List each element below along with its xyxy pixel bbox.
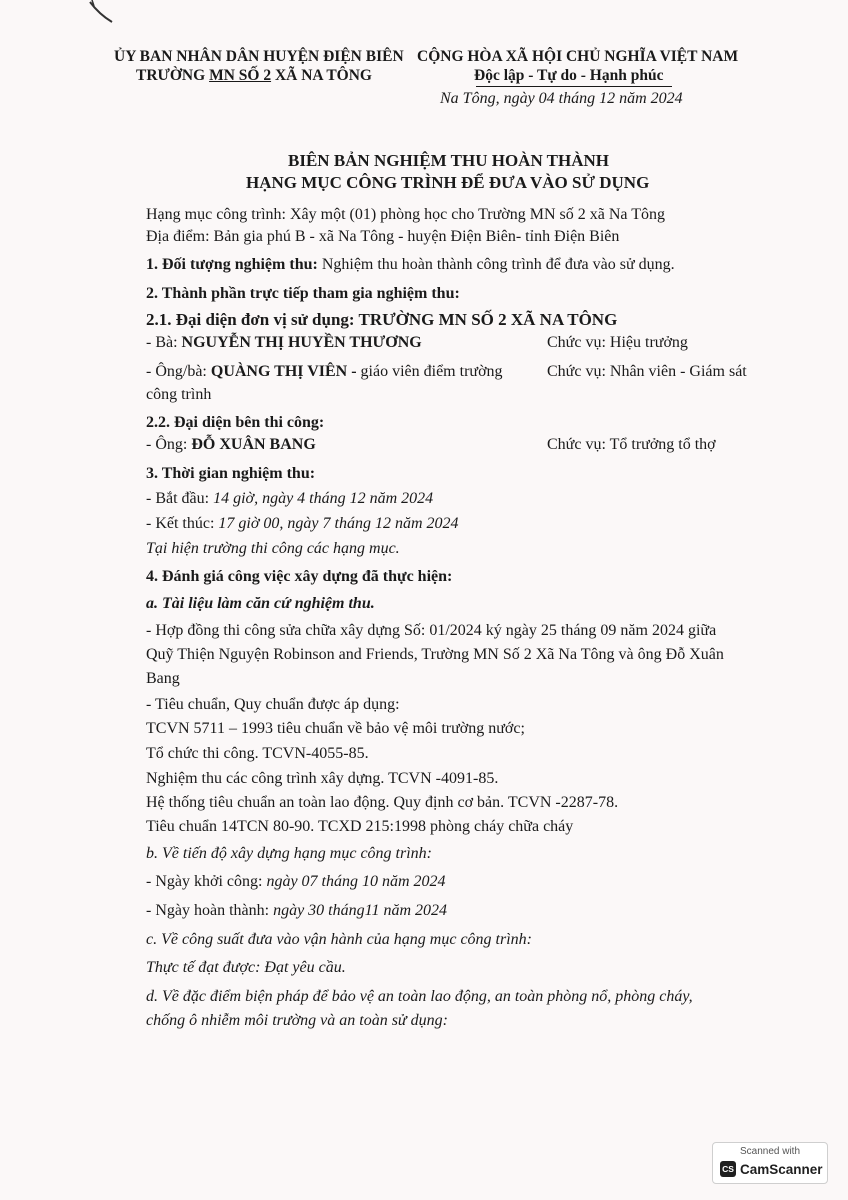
section-4b-heading: b. Về tiến độ xây dựng hạng mục công trình: (146, 845, 432, 862)
participant-1 (146, 334, 422, 352)
start-time-prefix: - Bắt đầu: (146, 490, 214, 507)
start-time (146, 490, 433, 508)
standard-2: Tổ chức thi công. TCVN-4055-85. (146, 745, 369, 762)
camscanner-logo-icon: CS (720, 1161, 736, 1177)
project-line: Hạng mục công trình: Xây một (01) phòng học cho Trường MN số 2 xã Na Tông (146, 206, 666, 223)
standard-1: TCVN 5711 – 1993 tiêu chuẩn về bảo vệ môi trường nước; (146, 720, 525, 737)
title-line-2: HẠNG MỤC CÔNG TRÌNH ĐỂ ĐƯA VÀO SỬ DỤNG (246, 173, 650, 192)
participant-1-name: NGUYỄN THỊ HUYỀN THƯƠNG (181, 334, 422, 351)
camscanner-brand-row (720, 1161, 823, 1177)
standard-3: Nghiệm thu các công trình xây dựng. TCVN -4091-85. (146, 770, 499, 787)
participant-1-role: Chức vụ: Hiệu trưởng (547, 334, 688, 351)
section-2-2-heading: 2.2. Đại diện bên thi công: (146, 414, 325, 431)
motto-underline (476, 86, 672, 87)
title-line-1: BIÊN BẢN NGHIỆM THU HOÀN THÀNH (288, 151, 609, 170)
section-4c-result: Thực tế đạt được: Đạt yêu cầu. (146, 959, 346, 976)
participant-1-prefix: - Bà: (146, 334, 182, 351)
end-time-value: 17 giờ 00, ngày 7 tháng 12 năm 2024 (218, 515, 459, 532)
section-1-text: Nghiệm thu hoàn thành công trình để đưa vào sử dụng. (317, 256, 675, 273)
section-4c-heading: c. Về công suất đưa vào vận hành của hạng mục công trình: (146, 931, 532, 948)
header-school-pre: TRƯỜNG (136, 67, 210, 84)
location-line: Địa điểm: Bản gia phú B - xã Na Tông - huyện Điện Biên- tỉnh Điện Biên (146, 228, 620, 245)
pen-stroke-mark (88, 0, 114, 30)
finish-prefix: - Ngày hoàn thành: (146, 902, 274, 919)
camscanner-watermark (712, 1142, 828, 1184)
header-school (136, 67, 372, 85)
header-school-post: XÃ NA TÔNG (271, 67, 372, 84)
start-time-value: 14 giờ, ngày 4 tháng 12 năm 2024 (213, 490, 434, 507)
section-4a-heading: a. Tài liệu làm căn cứ nghiệm thu. (146, 595, 375, 612)
section-1-label: 1. Đối tượng nghiệm thu: (146, 256, 318, 273)
start-work-prefix: - Ngày khởi công: (146, 873, 267, 890)
contract-line-3: Bang (146, 670, 180, 687)
standard-5: Tiêu chuẩn 14TCN 80-90. TCXD 215:1998 phòng cháy chữa cháy (146, 818, 574, 835)
contract-line-2: Quỹ Thiện Nguyện Robinson and Friends, Trường MN Số 2 Xã Na Tông và ông Đỗ Xuân (146, 646, 724, 663)
header-country: CỘNG HÒA XÃ HỘI CHỦ NGHĨA VIỆT NAM (417, 48, 739, 65)
section-4d-line-1: d. Về đặc điểm biện pháp để bảo vệ an toàn lao động, an toàn phòng nổ, phòng cháy, (146, 988, 693, 1005)
end-time (146, 515, 459, 533)
section-1 (146, 256, 675, 274)
participant-2 (146, 363, 503, 381)
site-note: Tại hiện trường thi công các hạng mục. (146, 540, 400, 557)
scanned-with-label: Scanned with (739, 1146, 801, 1157)
start-work-date (146, 873, 446, 891)
section-2-heading: 2. Thành phần trực tiếp tham gia nghiệm thu: (146, 285, 460, 302)
finish-date (146, 902, 447, 920)
participant-2-cont: công trình (146, 386, 212, 403)
header-school-underlined: MN SỐ 2 (209, 67, 272, 84)
participant-2-name: QUÀNG THỊ VIÊN - (210, 363, 357, 380)
section-4d-line-2: chống ô nhiễm môi trường và an toàn sử dụng: (146, 1012, 448, 1029)
participant-3-prefix: - Ông: (146, 436, 192, 453)
participant-2-role: Chức vụ: Nhân viên - Giám sát (547, 363, 747, 380)
end-time-prefix: - Kết thúc: (146, 515, 219, 532)
section-2-1-heading: 2.1. Đại diện đơn vị sử dụng: TRƯỜNG MN SỐ 2 XÃ NA TÔNG (146, 310, 618, 329)
standard-4: Hệ thống tiêu chuẩn an toàn lao động. Quy định cơ bản. TCVN -2287-78. (146, 794, 619, 811)
standards-heading: - Tiêu chuẩn, Quy chuẩn được áp dụng: (146, 696, 400, 713)
section-3-heading: 3. Thời gian nghiệm thu: (146, 465, 316, 482)
participant-3-name: ĐỖ XUÂN BANG (191, 436, 316, 453)
participant-3-role: Chức vụ: Tổ trưởng tổ thợ (547, 436, 716, 453)
participant-2-prefix: - Ông/bà: (146, 363, 211, 380)
start-work-value: ngày 07 tháng 10 năm 2024 (266, 873, 446, 890)
camscanner-brand-name: CamScanner (740, 1161, 823, 1177)
section-4-heading: 4. Đánh giá công việc xây dựng đã thực hiện: (146, 568, 453, 585)
header-motto: Độc lập - Tự do - Hạnh phúc (474, 67, 664, 84)
participant-2-desc: giáo viên điểm trường (356, 363, 503, 380)
participant-3 (146, 436, 316, 454)
contract-line-1: - Hợp đồng thi công sửa chữa xây dựng Số: 01/2024 ký ngày 25 tháng 09 năm 2024 giữa (146, 622, 717, 639)
date-line: Na Tông, ngày 04 tháng 12 năm 2024 (440, 90, 683, 107)
header-agency: ỦY BAN NHÂN DÂN HUYỆN ĐIỆN BIÊN (114, 48, 404, 65)
finish-value: ngày 30 tháng11 năm 2024 (273, 902, 447, 919)
